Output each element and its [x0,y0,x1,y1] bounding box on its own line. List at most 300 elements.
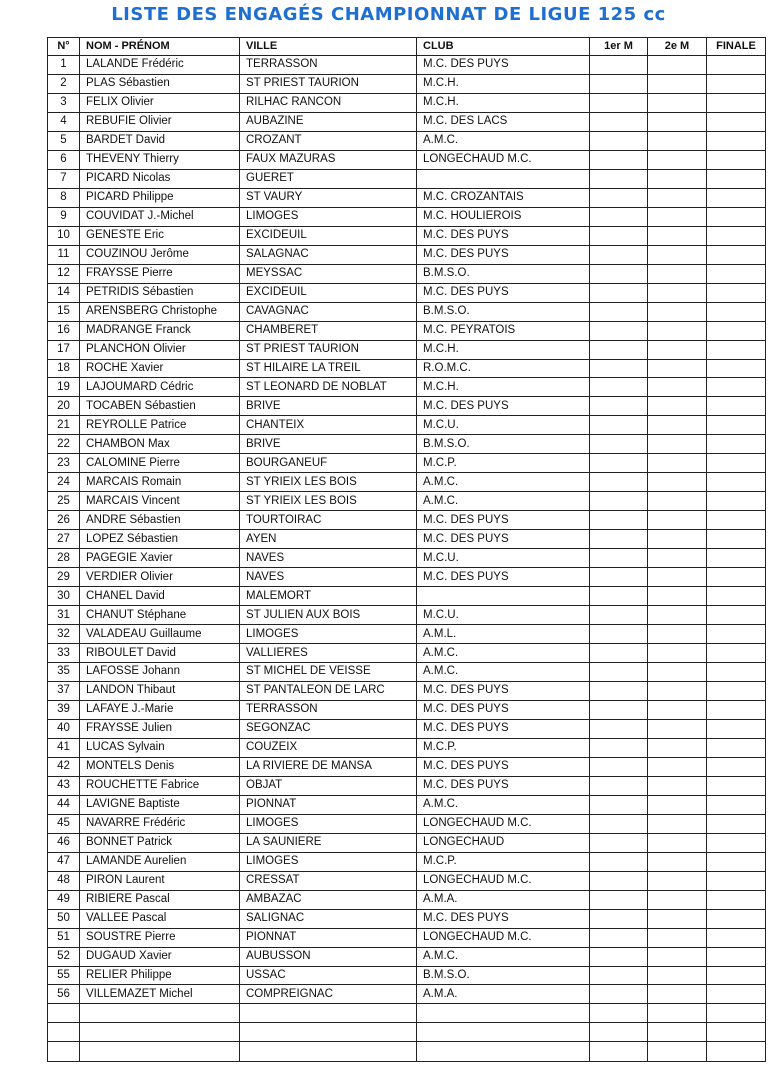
cell-final [707,966,766,985]
cell-final [707,719,766,738]
cell-city: ST JULIEN AUX BOIS [240,606,417,625]
cell-number: 8 [48,188,80,207]
cell-second-heat [648,378,707,397]
table-row [48,681,766,700]
cell-second-heat [648,207,707,226]
cell-city: BRIVE [240,397,417,416]
cell-second-heat [648,302,707,321]
cell-club: M.C.U. [417,549,590,568]
cell-final [707,871,766,890]
cell-second-heat [648,966,707,985]
cell-first-heat [590,283,648,302]
cell-name: ROUCHETTE Fabrice [80,776,240,795]
cell-final [707,454,766,473]
cell-club: M.C. DES PUYS [417,719,590,738]
cell-number: 10 [48,226,80,245]
cell-name: CHANEL David [80,587,240,606]
cell-first-heat [590,511,648,530]
cell-city: TERRASSON [240,700,417,719]
cell-club: M.C.P. [417,738,590,757]
cell-first-heat [590,264,648,283]
table-row [48,833,766,852]
cell-city: TOURTOIRAC [240,511,417,530]
blank-cell [590,1004,648,1023]
cell-second-heat [648,663,707,682]
cell-second-heat [648,340,707,359]
table-row [48,795,766,814]
cell-name: PETRIDIS Sébastien [80,283,240,302]
cell-second-heat [648,169,707,188]
cell-city: AUBUSSON [240,947,417,966]
table-row [48,985,766,1004]
cell-first-heat [590,302,648,321]
cell-first-heat [590,681,648,700]
blank-cell [648,1042,707,1062]
cell-number: 17 [48,340,80,359]
blank-cell [48,1042,80,1062]
cell-second-heat [648,928,707,947]
cell-city: BRIVE [240,435,417,454]
cell-city: LIMOGES [240,625,417,644]
cell-second-heat [648,776,707,795]
blank-cell [417,1023,590,1042]
table-row [48,776,766,795]
cell-number: 44 [48,795,80,814]
cell-name: RELIER Philippe [80,966,240,985]
cell-name: FRAYSSE Julien [80,719,240,738]
cell-final [707,397,766,416]
cell-city: LA RIVIERE DE MANSA [240,757,417,776]
cell-first-heat [590,871,648,890]
cell-number: 4 [48,112,80,131]
cell-final [707,93,766,112]
cell-club: M.C. DES PUYS [417,700,590,719]
blank-cell [48,1023,80,1042]
table-row [48,966,766,985]
cell-first-heat [590,56,648,75]
cell-club: M.C. DES PUYS [417,568,590,587]
cell-name: RIBOULET David [80,644,240,663]
cell-final [707,207,766,226]
cell-number: 40 [48,719,80,738]
cell-club: M.C.H. [417,74,590,93]
cell-name: LAVIGNE Baptiste [80,795,240,814]
cell-city: ST PRIEST TAURION [240,74,417,93]
cell-number: 55 [48,966,80,985]
cell-second-heat [648,833,707,852]
cell-number: 48 [48,871,80,890]
cell-name: SOUSTRE Pierre [80,928,240,947]
table-row [48,416,766,435]
cell-city: USSAC [240,966,417,985]
cell-second-heat [648,644,707,663]
cell-final [707,340,766,359]
cell-first-heat [590,776,648,795]
table-row [48,700,766,719]
table-row [48,207,766,226]
cell-final [707,74,766,93]
table-row [48,283,766,302]
header-first-heat: 1er M [590,38,648,56]
cell-city: TERRASSON [240,56,417,75]
cell-club: M.C.H. [417,378,590,397]
cell-number: 51 [48,928,80,947]
cell-city: CRESSAT [240,871,417,890]
cell-second-heat [648,188,707,207]
cell-second-heat [648,852,707,871]
cell-second-heat [648,719,707,738]
cell-number: 14 [48,283,80,302]
cell-name: LAJOUMARD Cédric [80,378,240,397]
cell-club: LONGECHAUD [417,833,590,852]
cell-name: VALLEE Pascal [80,909,240,928]
cell-number: 33 [48,644,80,663]
table-row [48,511,766,530]
cell-club: M.C. DES PUYS [417,776,590,795]
cell-number: 3 [48,93,80,112]
cell-club: B.M.S.O. [417,264,590,283]
cell-city: PIONNAT [240,795,417,814]
cell-final [707,245,766,264]
cell-first-heat [590,568,648,587]
cell-first-heat [590,245,648,264]
cell-city: NAVES [240,568,417,587]
cell-name: REBUFIE Olivier [80,112,240,131]
cell-second-heat [648,397,707,416]
cell-city: ST MICHEL DE VEISSE [240,663,417,682]
blank-cell [648,1004,707,1023]
cell-club: LONGECHAUD M.C. [417,814,590,833]
cell-name: MARCAIS Romain [80,473,240,492]
table-row [48,890,766,909]
cell-name: THEVENY Thierry [80,150,240,169]
cell-first-heat [590,454,648,473]
cell-final [707,416,766,435]
cell-final [707,814,766,833]
cell-final [707,947,766,966]
cell-name: ANDRE Sébastien [80,511,240,530]
cell-city: EXCIDEUIL [240,283,417,302]
cell-second-heat [648,112,707,131]
table-row [48,150,766,169]
cell-name: MARCAIS Vincent [80,492,240,511]
cell-final [707,473,766,492]
blank-cell [590,1042,648,1062]
cell-number: 16 [48,321,80,340]
cell-name: CHAMBON Max [80,435,240,454]
cell-club: LONGECHAUD M.C. [417,928,590,947]
cell-city: LIMOGES [240,207,417,226]
cell-name: NAVARRE Frédéric [80,814,240,833]
table-row [48,606,766,625]
table-row [48,625,766,644]
cell-number: 39 [48,700,80,719]
cell-number: 12 [48,264,80,283]
cell-club: A.M.C. [417,795,590,814]
cell-final [707,757,766,776]
cell-second-heat [648,56,707,75]
blank-cell [707,1042,766,1062]
cell-first-heat [590,814,648,833]
cell-second-heat [648,245,707,264]
cell-club: A.M.C. [417,947,590,966]
blank-row [48,1042,766,1062]
cell-city: NAVES [240,549,417,568]
cell-city: ST PRIEST TAURION [240,340,417,359]
table-row [48,321,766,340]
cell-name: LUCAS Sylvain [80,738,240,757]
cell-club: A.M.C. [417,131,590,150]
cell-number: 56 [48,985,80,1004]
table-row [48,226,766,245]
table-row [48,74,766,93]
blank-cell [240,1004,417,1023]
cell-number: 6 [48,150,80,169]
cell-name: LAMANDE Aurelien [80,852,240,871]
cell-number: 22 [48,435,80,454]
cell-final [707,909,766,928]
cell-club: A.M.A. [417,985,590,1004]
cell-city: OBJAT [240,776,417,795]
cell-final [707,112,766,131]
cell-club: M.C. DES PUYS [417,397,590,416]
cell-number: 23 [48,454,80,473]
table-row [48,871,766,890]
cell-final [707,606,766,625]
cell-name: LANDON Thibaut [80,681,240,700]
blank-row [48,1023,766,1042]
cell-final [707,587,766,606]
cell-club: LONGECHAUD M.C. [417,871,590,890]
cell-name: MONTELS Denis [80,757,240,776]
cell-name: FRAYSSE Pierre [80,264,240,283]
cell-city: CHANTEIX [240,416,417,435]
cell-name: PICARD Nicolas [80,169,240,188]
cell-club: M.C. DES PUYS [417,245,590,264]
cell-final [707,681,766,700]
cell-city: PIONNAT [240,928,417,947]
cell-number: 7 [48,169,80,188]
table-row [48,188,766,207]
table-row [48,435,766,454]
cell-number: 35 [48,663,80,682]
table-row [48,492,766,511]
cell-city: SALIGNAC [240,909,417,928]
cell-number: 50 [48,909,80,928]
cell-final [707,131,766,150]
cell-second-heat [648,283,707,302]
blank-cell [707,1023,766,1042]
table-row [48,378,766,397]
cell-second-heat [648,606,707,625]
cell-first-heat [590,549,648,568]
table-row [48,947,766,966]
cell-final [707,226,766,245]
table-row [48,549,766,568]
cell-club: M.C.U. [417,606,590,625]
cell-second-heat [648,150,707,169]
cell-final [707,549,766,568]
cell-second-heat [648,625,707,644]
table-header-row [48,38,766,56]
cell-final [707,795,766,814]
cell-number: 9 [48,207,80,226]
cell-city: ST YRIEIX LES BOIS [240,473,417,492]
cell-second-heat [648,757,707,776]
cell-second-heat [648,738,707,757]
header-number: N° [48,38,80,56]
cell-final [707,700,766,719]
cell-number: 24 [48,473,80,492]
cell-final [707,264,766,283]
cell-first-heat [590,112,648,131]
cell-final [707,150,766,169]
cell-name: BONNET Patrick [80,833,240,852]
cell-second-heat [648,416,707,435]
cell-number: 21 [48,416,80,435]
cell-number: 15 [48,302,80,321]
cell-first-heat [590,340,648,359]
cell-name: ROCHE Xavier [80,359,240,378]
cell-first-heat [590,928,648,947]
cell-number: 1 [48,56,80,75]
table-row [48,302,766,321]
cell-first-heat [590,492,648,511]
blank-cell [417,1042,590,1062]
cell-city: AMBAZAC [240,890,417,909]
table-row [48,909,766,928]
cell-club: A.M.C. [417,663,590,682]
cell-club: M.C. DES PUYS [417,226,590,245]
blank-cell [80,1042,240,1062]
table-row [48,852,766,871]
table-row [48,530,766,549]
cell-first-heat [590,757,648,776]
cell-first-heat [590,719,648,738]
cell-name: VALADEAU Guillaume [80,625,240,644]
cell-number: 37 [48,681,80,700]
cell-club: A.M.C. [417,473,590,492]
cell-number: 41 [48,738,80,757]
cell-city: CHAMBERET [240,321,417,340]
cell-number: 30 [48,587,80,606]
cell-city: ST VAURY [240,188,417,207]
cell-final [707,169,766,188]
cell-first-heat [590,321,648,340]
cell-first-heat [590,397,648,416]
cell-second-heat [648,93,707,112]
cell-final [707,359,766,378]
header-club: CLUB [417,38,590,56]
cell-final [707,890,766,909]
cell-first-heat [590,852,648,871]
cell-club: B.M.S.O. [417,966,590,985]
cell-club: A.M.A. [417,890,590,909]
cell-city: MALEMORT [240,587,417,606]
cell-city: CAVAGNAC [240,302,417,321]
cell-name: VERDIER Olivier [80,568,240,587]
cell-final [707,738,766,757]
cell-club: M.C.H. [417,93,590,112]
cell-second-heat [648,74,707,93]
cell-first-heat [590,985,648,1004]
cell-city: AUBAZINE [240,112,417,131]
cell-club: B.M.S.O. [417,302,590,321]
cell-name: LAFOSSE Johann [80,663,240,682]
table-row [48,454,766,473]
cell-second-heat [648,492,707,511]
table-row [48,245,766,264]
table-row [48,663,766,682]
cell-city: ST HILAIRE LA TREIL [240,359,417,378]
table-row [48,738,766,757]
blank-cell [590,1023,648,1042]
cell-city: CROZANT [240,131,417,150]
header-name: NOM - PRÉNOM [80,38,240,56]
cell-final [707,568,766,587]
cell-final [707,663,766,682]
cell-second-heat [648,473,707,492]
cell-second-heat [648,568,707,587]
cell-first-heat [590,966,648,985]
cell-name: COUZINOU Jerôme [80,245,240,264]
cell-club: M.C. PEYRATOIS [417,321,590,340]
cell-final [707,492,766,511]
table-row [48,131,766,150]
cell-name: COUVIDAT J.-Michel [80,207,240,226]
cell-first-heat [590,207,648,226]
cell-first-heat [590,226,648,245]
cell-second-heat [648,359,707,378]
cell-final [707,56,766,75]
cell-second-heat [648,795,707,814]
table-row [48,359,766,378]
cell-number: 43 [48,776,80,795]
cell-first-heat [590,359,648,378]
cell-second-heat [648,454,707,473]
table-row [48,644,766,663]
cell-name: TOCABEN Sébastien [80,397,240,416]
cell-final [707,511,766,530]
table-row [48,112,766,131]
cell-club: M.C. DES LACS [417,112,590,131]
cell-name: DUGAUD Xavier [80,947,240,966]
cell-city: LIMOGES [240,852,417,871]
cell-city: RILHAC RANCON [240,93,417,112]
cell-name: LALANDE Frédéric [80,56,240,75]
cell-club: A.M.C. [417,492,590,511]
cell-name: RIBIERE Pascal [80,890,240,909]
cell-first-heat [590,473,648,492]
cell-club: M.C.P. [417,852,590,871]
cell-name: CHANUT Stéphane [80,606,240,625]
cell-name: PLANCHON Olivier [80,340,240,359]
cell-club: M.C. DES PUYS [417,757,590,776]
cell-number: 47 [48,852,80,871]
cell-first-heat [590,169,648,188]
header-city: VILLE [240,38,417,56]
cell-club [417,169,590,188]
cell-second-heat [648,549,707,568]
cell-final [707,985,766,1004]
cell-number: 42 [48,757,80,776]
cell-number: 32 [48,625,80,644]
cell-first-heat [590,378,648,397]
cell-second-heat [648,814,707,833]
cell-first-heat [590,663,648,682]
cell-number: 26 [48,511,80,530]
cell-first-heat [590,833,648,852]
